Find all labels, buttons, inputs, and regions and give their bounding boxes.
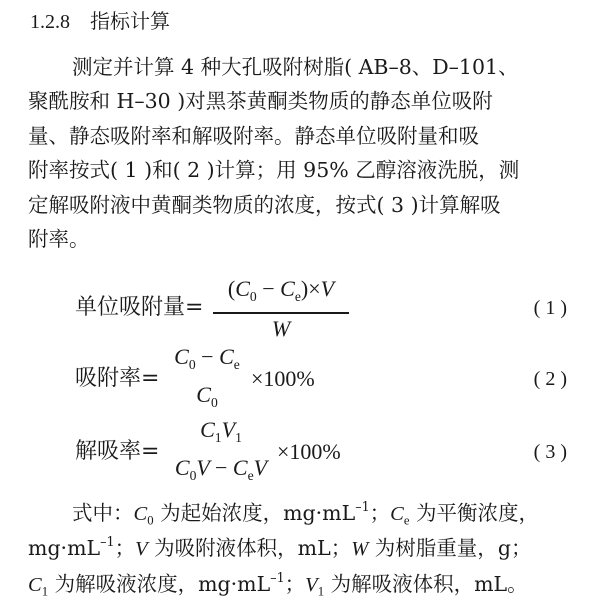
formula-3 bbox=[75, 416, 575, 490]
formula-2-denominator: $C_0$ bbox=[196, 382, 218, 410]
paragraph-line: 测定并计算 4 种大孔吸附树脂( AB–8、D–101、 bbox=[72, 55, 519, 79]
c1-description: 为解吸液浓度， bbox=[48, 571, 199, 596]
unit-text: mL bbox=[297, 535, 331, 560]
paragraph-line: 定解吸附液中黄酮类物质的浓度，按式( 3 )计算解吸 bbox=[28, 193, 501, 217]
unit-text: mL bbox=[474, 571, 508, 596]
paragraph-line: 聚酰胺和 H–30 )对黑茶黄酮类物质的静态单位吸附 bbox=[28, 89, 493, 113]
formula-2-fraction bbox=[167, 343, 247, 417]
w-description: 为树脂重量， bbox=[368, 535, 498, 560]
formula-1-numerator: $(C_0 - C_e)\times V$ bbox=[227, 276, 335, 305]
formula-3-numerator: $C_1V_1$ bbox=[200, 417, 242, 445]
definition-line-1: 式中：$C_0$ 为起始浓度，$mg\cdot mL^{-1}$；$C_e$ 为平衡浓度， bbox=[72, 499, 540, 528]
formula-1-fraction bbox=[213, 272, 349, 346]
ce-description: 为平衡浓度， bbox=[409, 500, 540, 525]
var-v: V bbox=[135, 537, 148, 560]
unit-text: mg·mL bbox=[28, 535, 101, 560]
formula-2-lhs: 吸附率= bbox=[75, 366, 160, 391]
section-heading bbox=[30, 6, 170, 37]
v1-description: 为解吸液体积， bbox=[324, 571, 475, 596]
var-c1: $C_1$ bbox=[28, 573, 49, 599]
unit-text: mg·mL bbox=[283, 500, 356, 525]
c0-description: 为起始浓度， bbox=[153, 500, 284, 525]
unit-exponent: –1 bbox=[100, 534, 115, 549]
formula-1 bbox=[75, 272, 575, 346]
formula-3-lhs: 解吸率= bbox=[75, 439, 160, 464]
equation-number-2: ( 2 ) bbox=[533, 368, 567, 390]
equation-number-3: ( 3 ) bbox=[533, 441, 567, 463]
var-ce: $C_e$ bbox=[390, 502, 410, 528]
var-v1: $V_1$ bbox=[305, 573, 325, 599]
formula-3-denominator: $C_0V - C_eV$ bbox=[174, 455, 268, 483]
formula-2-multiplier: ×100% bbox=[251, 366, 315, 391]
formula-2-numerator: $C_0 - C_e$ bbox=[174, 344, 240, 372]
var-w: W bbox=[351, 537, 369, 560]
formula-2 bbox=[75, 343, 575, 417]
formula-1-lhs: 单位吸附量= bbox=[75, 295, 204, 320]
paragraph-line: 量、静态吸附率和解吸附率。静态单位吸附量和吸 bbox=[28, 124, 479, 148]
paragraph-line: 附率按式( 1 )和( 2 )计算；用 95% 乙醇溶液洗脱，测 bbox=[28, 158, 520, 182]
definition-line-3: $C_1$ 为解吸液浓度，$mg\cdot mL^{-1}$；$V_1$ 为解吸液体积，mL。 bbox=[28, 570, 528, 599]
paragraph-line: 附率。 bbox=[28, 227, 90, 251]
equation-number-1: ( 1 ) bbox=[533, 297, 567, 319]
formula-1-denominator: W bbox=[271, 315, 291, 341]
definition-line-2: $mg\cdot mL^{-1}$；V 为吸附液体积，mL；W 为树脂重量，g； bbox=[28, 534, 532, 560]
section-number: 1.2.8 bbox=[30, 11, 70, 33]
unit-text: mg·mL bbox=[198, 571, 271, 596]
unit-exponent: –1 bbox=[355, 499, 370, 514]
unit-exponent: –1 bbox=[270, 570, 285, 585]
definitions-intro: 式中： bbox=[72, 500, 134, 525]
var-c0: $C_0$ bbox=[133, 502, 154, 528]
formula-3-fraction bbox=[169, 416, 273, 490]
formula-3-multiplier: ×100% bbox=[277, 439, 341, 464]
section-title: 指标计算 bbox=[90, 9, 170, 33]
unit-text: g bbox=[497, 535, 511, 560]
v-description: 为吸附液体积， bbox=[147, 535, 298, 560]
